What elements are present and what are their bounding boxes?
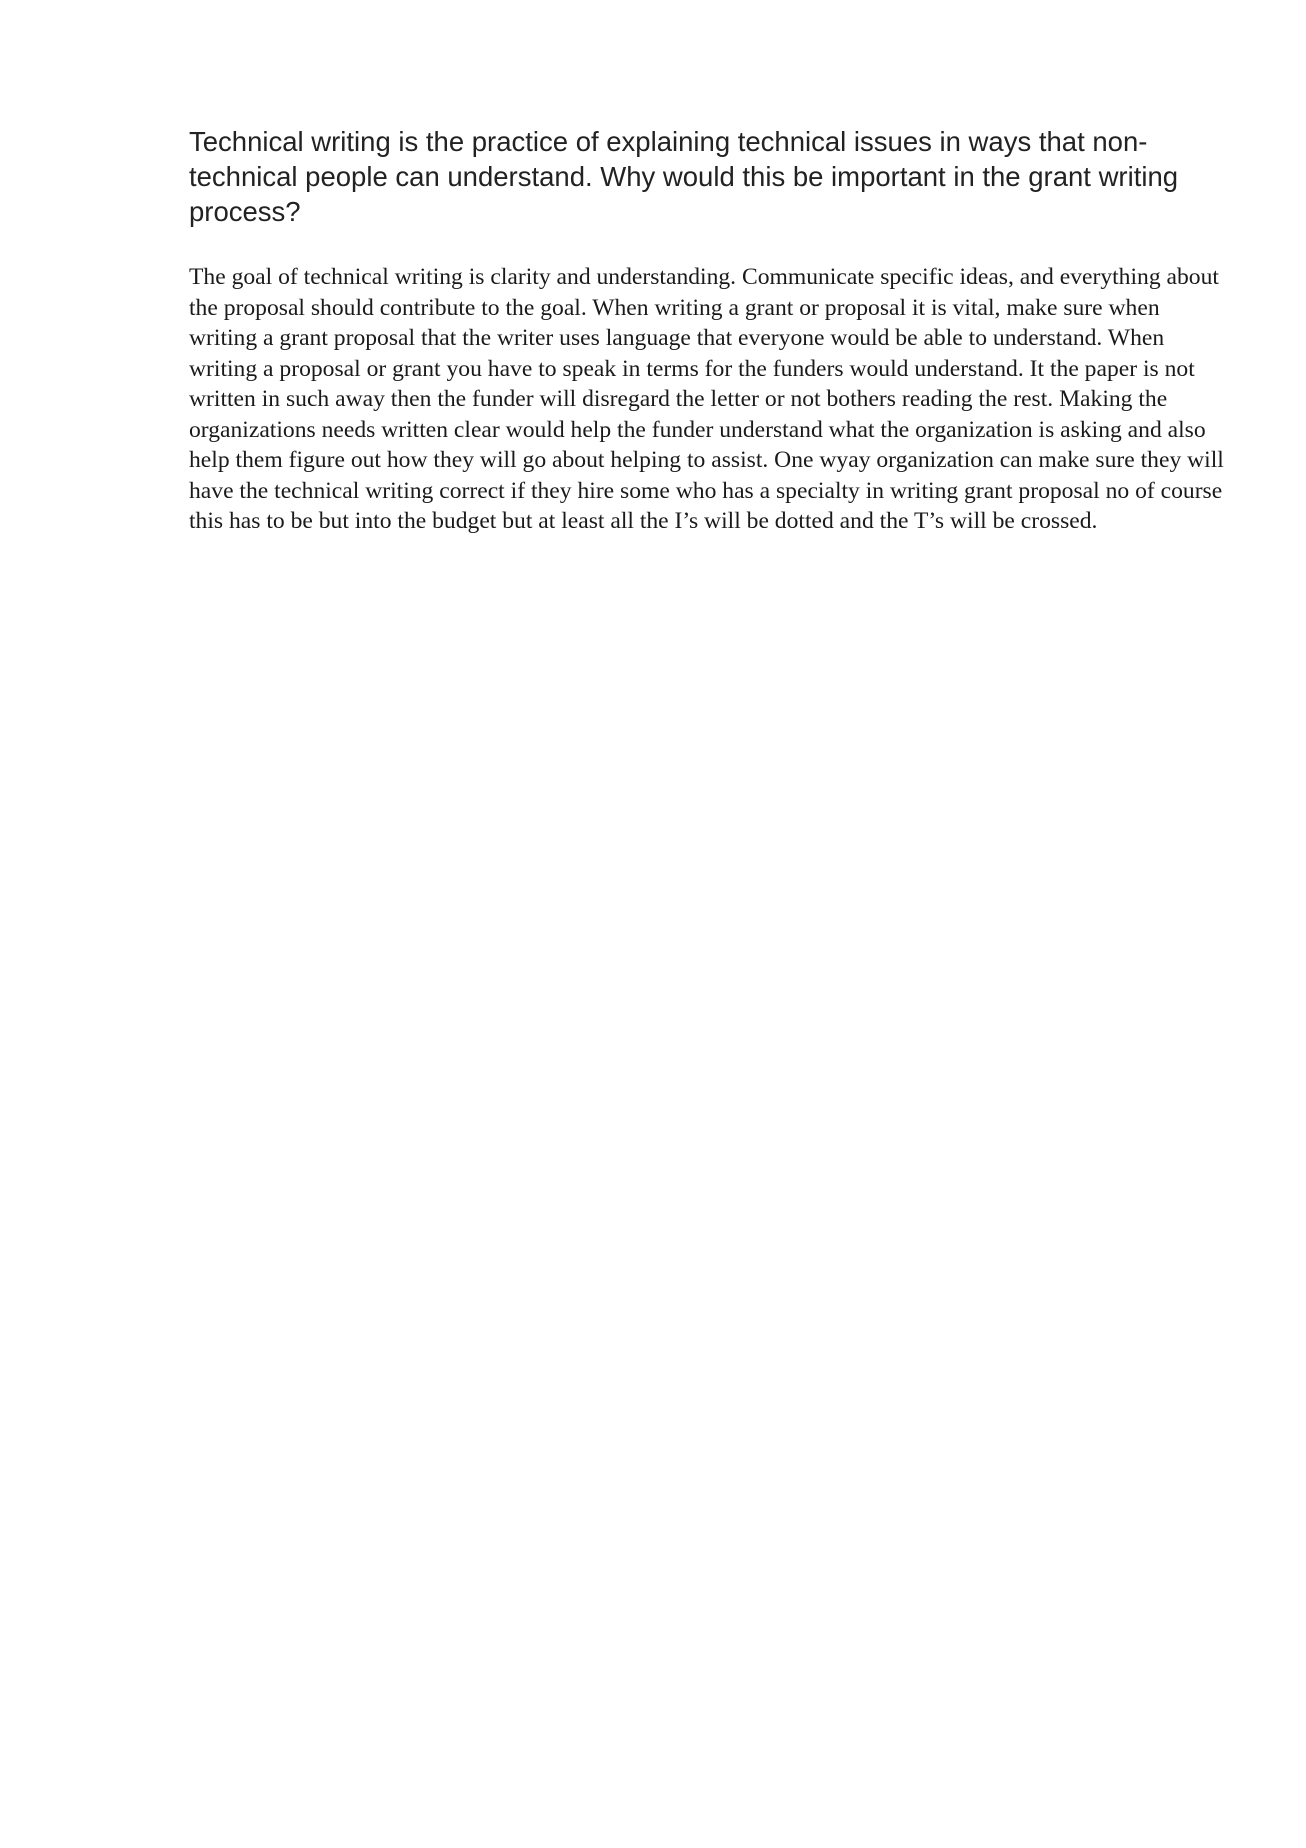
document-body — [189, 124, 1229, 537]
answer-paragraph: The goal of technical writing is clarity and understanding. Communicate specific ideas, and everything about the proposal should contribute to the goal. When writing a grant or proposal it is vital, make sure when writing a grant proposal that the writer uses language that everyone would be able to understand. When writing a proposal or grant you have to speak in terms for the funders would understand. It the paper is not written in such away then the funder will disregard the letter or not bothers reading the rest. Making the organizations needs written clear would help the funder understand what the organization is asking and also help them figure out how they will go about helping to assist. One wyay organization can make sure they will have the technical writing correct if they hire some who has a specialty in writing grant proposal no of course this has to be but into the budget but at least all the I’s will be dotted and the T’s will be crossed. — [189, 264, 1224, 534]
question-heading: Technical writing is the practice of explaining technical issues in ways that non-technical people can understand. Why would this be important in the grant writing process? — [189, 126, 1179, 227]
